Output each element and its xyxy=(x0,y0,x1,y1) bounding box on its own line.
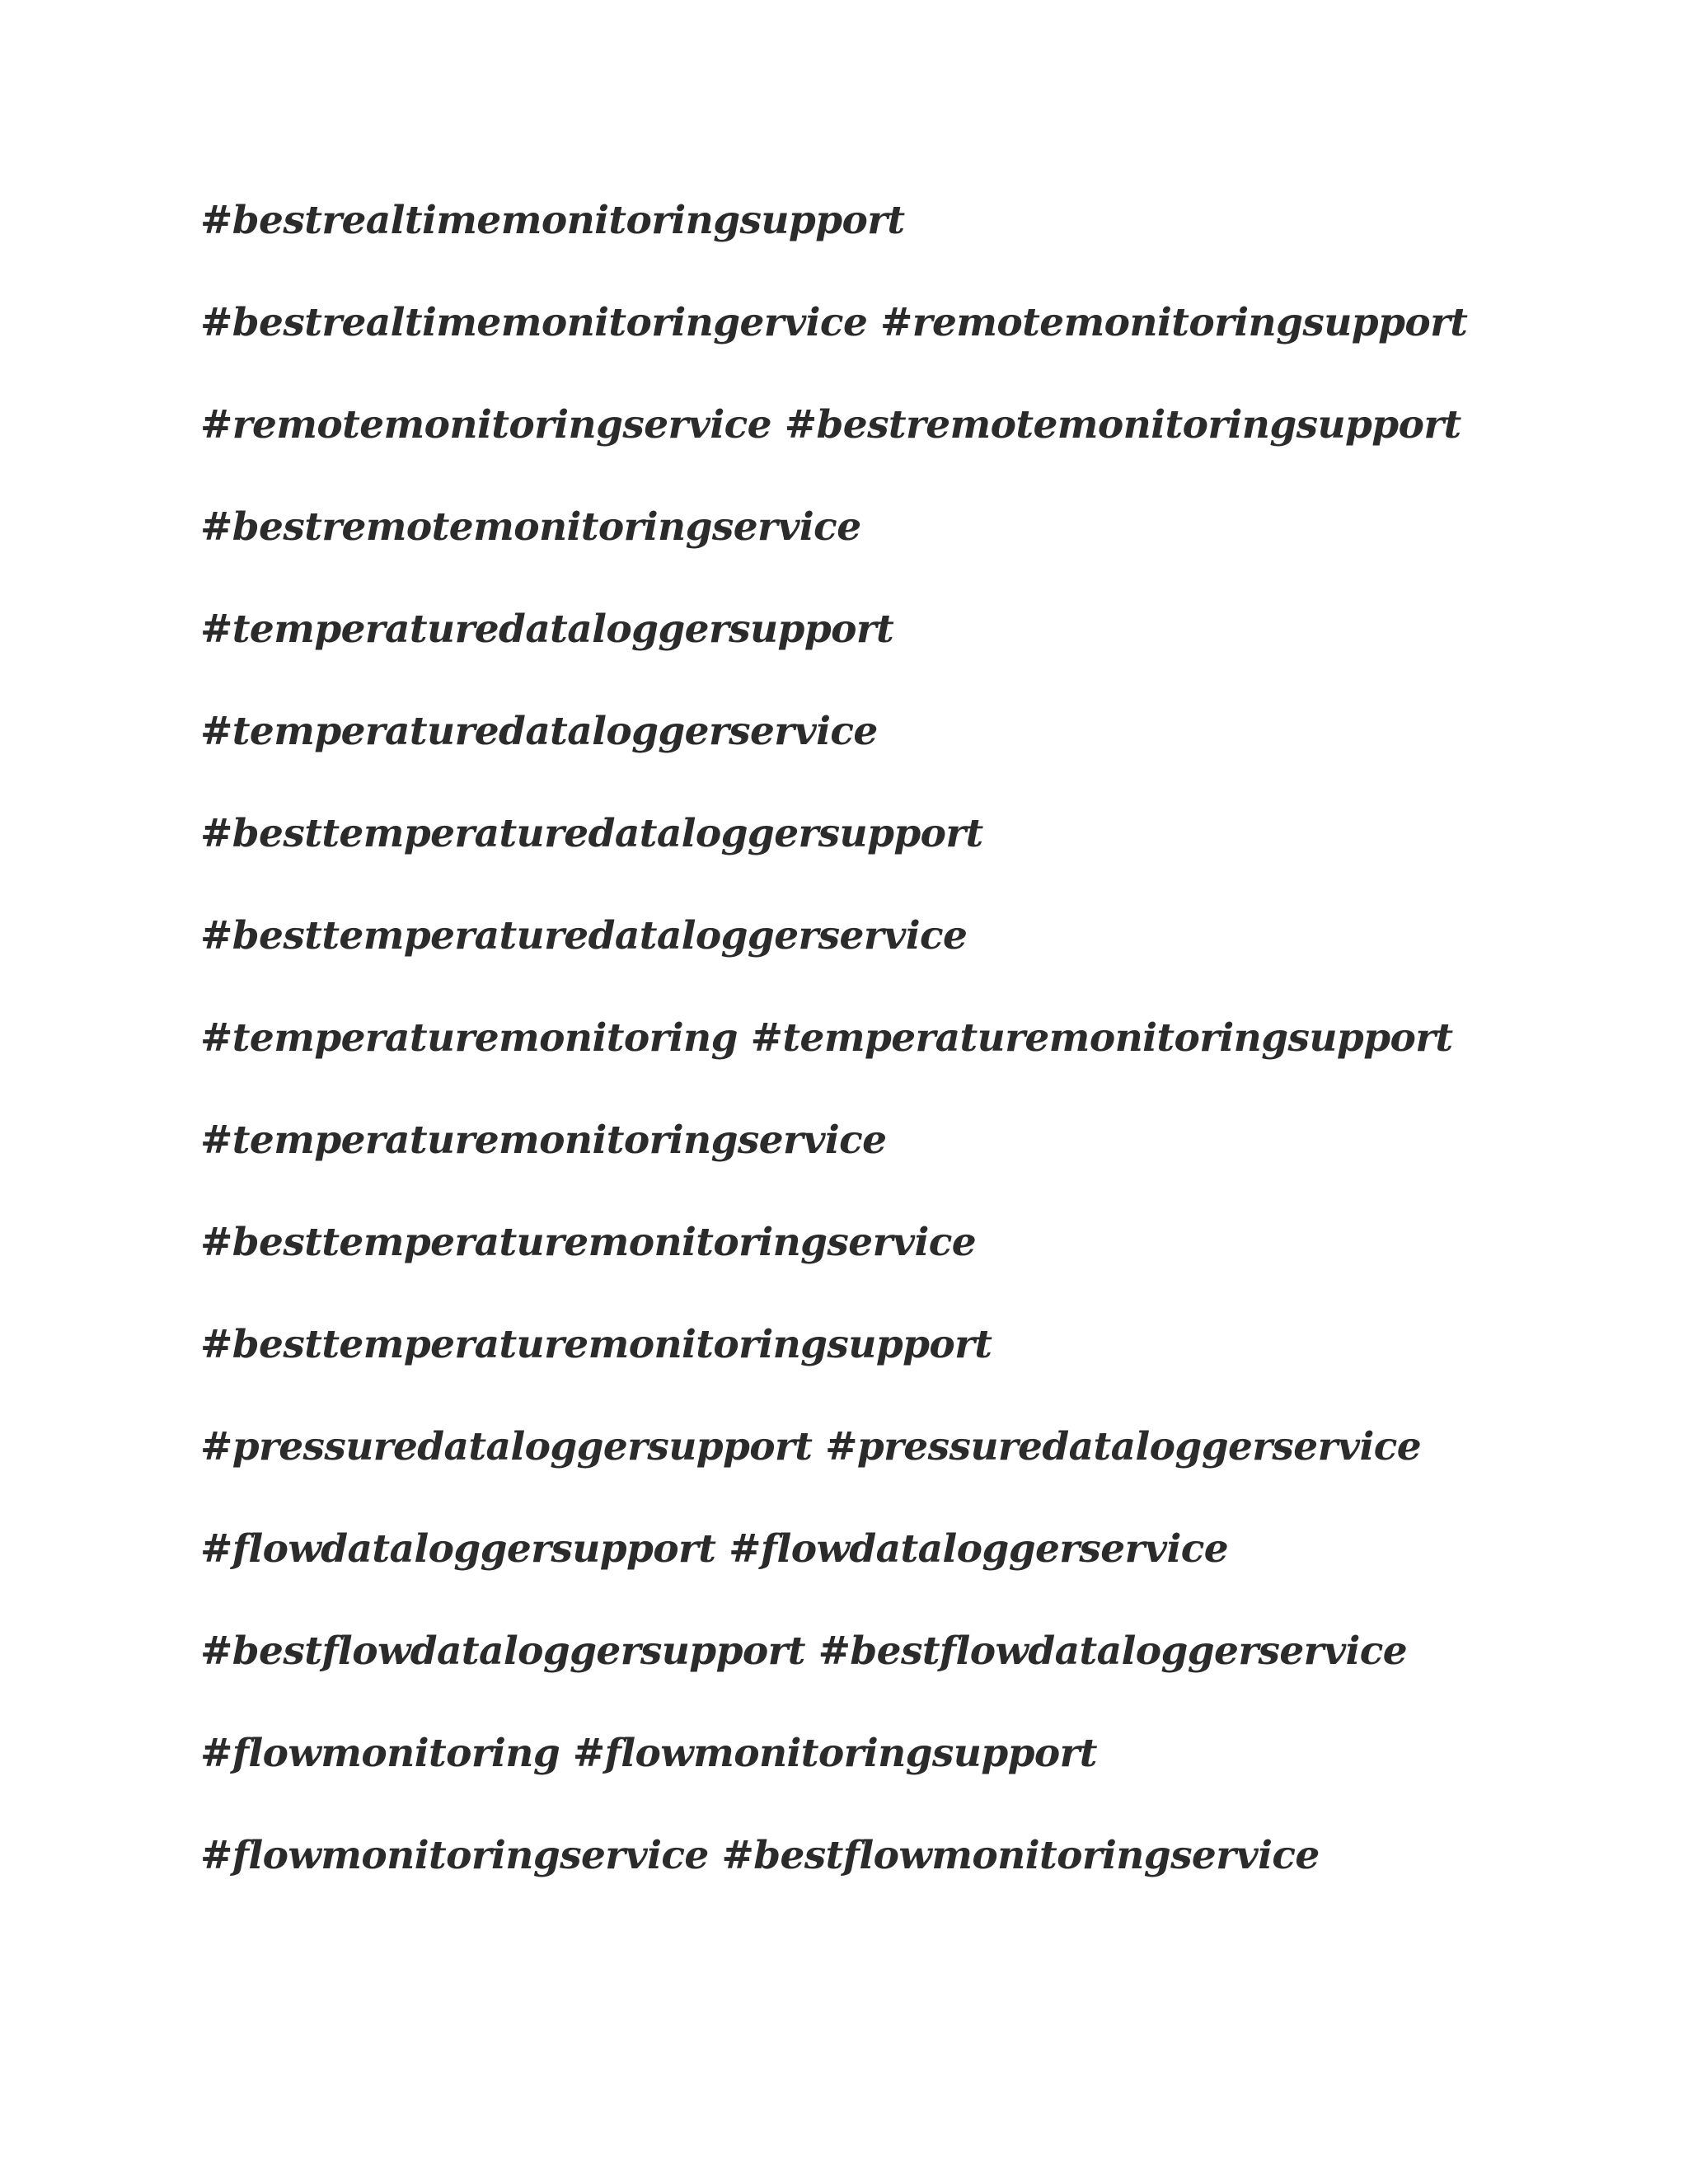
hashtag-line: #flowdataloggersupport #flowdataloggerservice xyxy=(200,1526,1229,1572)
hashtag-line: #temperaturemonitoringservice xyxy=(200,1118,887,1163)
hashtag-line: #bestrealtimemonitoringsupport xyxy=(200,198,905,243)
hashtag-line: #remotemonitoringservice #bestremotemonitoringsupport xyxy=(200,402,1461,448)
hashtag-line: #besttemperaturedataloggersupport xyxy=(200,811,983,856)
hashtag-list xyxy=(200,191,1552,1929)
hashtag-line: #temperaturedataloggerservice xyxy=(200,709,878,754)
hashtag-line: #flowmonitoringservice #bestflowmonitoringservice xyxy=(200,1833,1320,1878)
hashtag-line: #bestflowdataloggersupport #bestflowdataloggerservice xyxy=(200,1629,1408,1674)
hashtag-line: #besttemperaturemonitoringsupport xyxy=(200,1322,992,1367)
hashtag-line: #besttemperaturemonitoringservice xyxy=(200,1220,977,1265)
hashtag-line: #flowmonitoring #flowmonitoringsupport xyxy=(200,1731,1097,1776)
hashtag-line: #pressuredataloggersupport #pressuredataloggerservice xyxy=(200,1424,1422,1469)
hashtag-line: #bestrealtimemonitoringervice #remotemonitoringsupport xyxy=(200,300,1468,345)
hashtag-line: #temperaturedataloggersupport xyxy=(200,607,894,652)
hashtag-line: #besttemperaturedataloggerservice xyxy=(200,913,968,958)
hashtag-line: #bestremotemonitoringservice xyxy=(200,504,861,550)
hashtag-line: #temperaturemonitoring #temperaturemonitoringsupport xyxy=(200,1015,1453,1061)
